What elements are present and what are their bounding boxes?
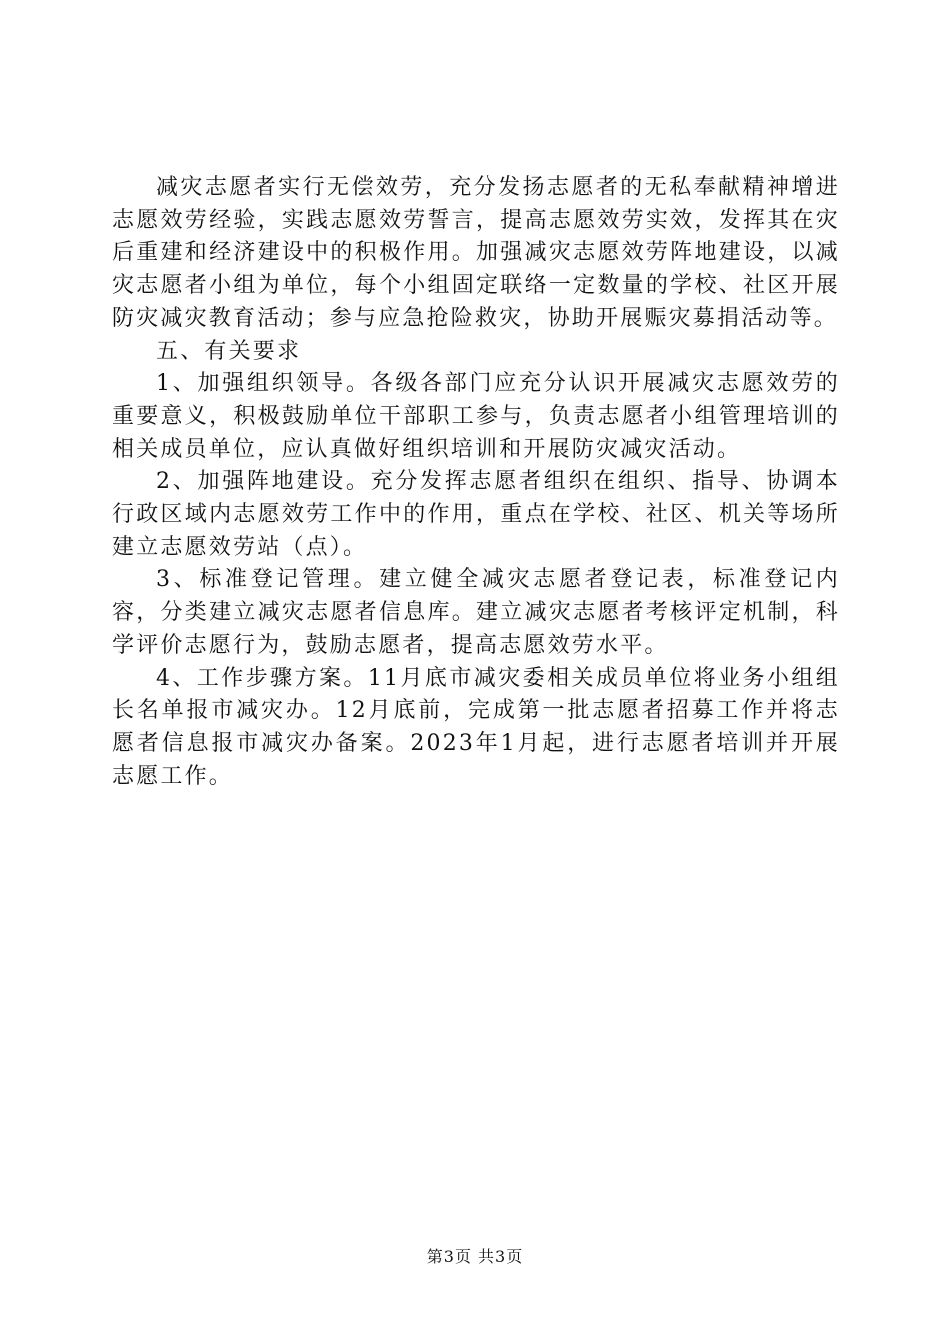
requirement-item-4: 4、工作步骤方案。11月底市减灾委相关成员单位将业务小组组长名单报市减灾办。12月底前，完成第一批志愿者招募工作并将志愿者信息报市减灾办备案。2023年1月起，进行志愿者培训并开展志愿工作。 — [112, 665, 840, 789]
page-number-footer: 第3页 共3页 — [426, 1247, 524, 1266]
body-paragraph: 减灾志愿者实行无偿效劳，充分发扬志愿者的无私奉献精神增进志愿效劳经验，实践志愿效劳誓言，提高志愿效劳实效，发挥其在灾后重建和经济建设中的积极作用。加强减灾志愿效劳阵地建设，以减灾志愿者小组为单位，每个小组固定联络一定数量的学校、社区开展防灾减灾教育活动；参与应急抢险救灾，协助开展赈灾募捐活动等。 — [112, 175, 840, 331]
requirement-item-3: 3、标准登记管理。建立健全减灾志愿者登记表，标准登记内容，分类建立减灾志愿者信息库。建立减灾志愿者考核评定机制，科学评价志愿行为，鼓励志愿者，提高志愿效劳水平。 — [112, 567, 840, 658]
section-heading: 五、有关要求 — [156, 338, 302, 364]
requirement-item-1: 1、加强组织领导。各级各部门应充分认识开展减灾志愿效劳的重要意义，积极鼓励单位干部职工参与，负责志愿者小组管理培训的相关成员单位，应认真做好组织培训和开展防灾减灾活动。 — [112, 371, 840, 462]
document-body — [112, 172, 840, 793]
requirement-item-2: 2、加强阵地建设。充分发挥志愿者组织在组织、指导、协调本行政区域内志愿效劳工作中的作用，重点在学校、社区、机关等场所建立志愿效劳站（点）。 — [112, 469, 840, 560]
